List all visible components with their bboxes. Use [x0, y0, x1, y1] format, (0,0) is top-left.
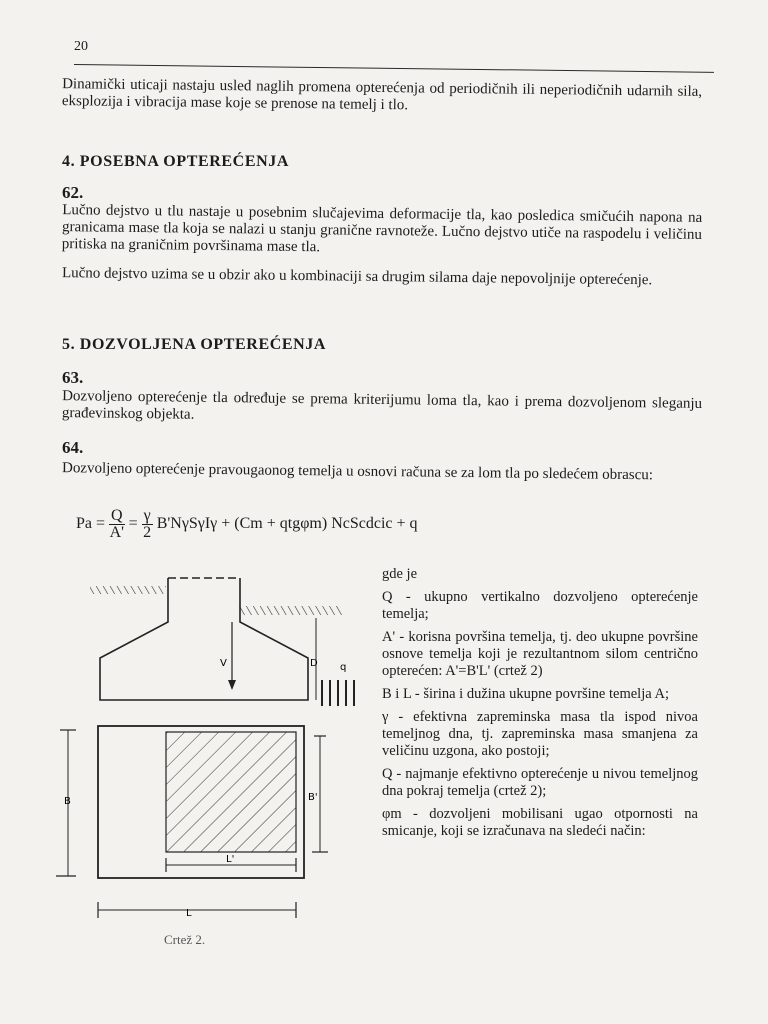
section-heading-4: 4. POSEBNA OPTEREĆENJA: [62, 153, 290, 170]
label-b: B: [64, 796, 71, 807]
surcharge-arrows: [322, 680, 354, 706]
fraction-gamma: γ: [143, 507, 151, 524]
label-q: q: [340, 662, 347, 673]
paragraph-63: Dozvoljeno opterećenje tla određuje se prema kriterijumu loma tla, kao i prema dozvoljenom sleganju građevinskog objekta.: [61, 388, 703, 423]
fraction-two: 2: [143, 524, 152, 541]
label-d: D: [310, 658, 318, 669]
legend-Q: Q - ukupno vertikalno dozvoljeno opterećenje temelja;: [382, 589, 698, 622]
label-v: V: [220, 658, 227, 669]
legend-intro: gde je: [382, 566, 418, 582]
fraction-denominator: A': [109, 524, 125, 541]
fraction-numerator: Q: [111, 507, 123, 524]
label-b-prime: B': [308, 792, 318, 803]
paragraph-62b: Lučno dejstvo uzima se u obzir ako u kombinaciji sa drugim silama daje nepovoljnije opterećenje.: [61, 265, 653, 289]
label-l: L: [186, 908, 192, 919]
label-l-prime: L': [226, 854, 235, 865]
ground-surface-right: [238, 606, 342, 615]
footing-outline: [100, 578, 308, 700]
plan-view: [56, 726, 328, 919]
section-view: [90, 578, 354, 706]
figure-caption: Crtež 2.: [164, 932, 206, 947]
page-number: 20: [74, 39, 88, 54]
formula-rest: B'NγSγIγ + (Cm + qtgφm) NcScdcic + q: [156, 515, 418, 533]
legend-gamma: γ - efektivna zapreminska masa tla ispod nivoa temeljnog dna, tj. zapreminska masa smanjena za veličinu uzgona, ako postoji;: [382, 709, 698, 759]
item-number-63: 63.: [62, 368, 84, 387]
section-heading-5: 5. DOZVOLJENA OPTEREĆENJA: [62, 336, 327, 353]
paragraph-64: Dozvoljeno opterećenje pravougaonog temelja u osnovi računa se za lom tla po sledećem obrascu:: [61, 460, 654, 484]
bearing-capacity-formula: Pa = $\frac{Q}{A'}$ = $\frac{\gamma}{2}$ B'NγSγIγ + (Cm + qtgφm) NcScdcic + q: [76, 507, 418, 541]
legend-phi-m: φm - dozvoljeni mobilisani ugao otpornosti na smicanje, koji se izračunava na sledeći način:: [382, 806, 698, 839]
legend-q-small: Q - najmanje efektivno opterećenje u nivou temeljnog dna pokraj temelja (crtež 2);: [382, 766, 698, 799]
item-number-62: 62.: [62, 183, 84, 202]
item-number-64: 64.: [62, 438, 84, 457]
formula-lhs: Pa =: [76, 515, 106, 533]
intro-paragraph: Dinamički uticaji nastaju usled naglih promena opterećenja od periodičnih ili neperiodičnih udarnih sila, eksplozija i vibracija mase koje se prenose na temelj i tlo.: [61, 76, 703, 114]
legend-B-L: B i L - širina i dužina ukupne površine temelja A;: [382, 686, 669, 702]
paragraph-62a: Lučno dejstvo u tlu nastaje u posebnim slučajevima deformacije tla, kao posledica smičućih napona na granicama mase tla koja se nalazi u stanju granične ravnoteže. Lučno dejstvo utiče na raspodelu i veličinu pritiska na graničnim površinama mase tla.: [61, 202, 703, 256]
legend-A-prime: A' - korisna površina temelja, tj. deo ukupne površine osnove temelja koji je rezultantnom silom centrično opterećen: A'=B'L' (crtež 2): [382, 629, 698, 679]
effective-area-a-prime: [166, 732, 296, 852]
ground-surface-left: [90, 586, 166, 594]
load-arrowhead: [228, 680, 236, 690]
